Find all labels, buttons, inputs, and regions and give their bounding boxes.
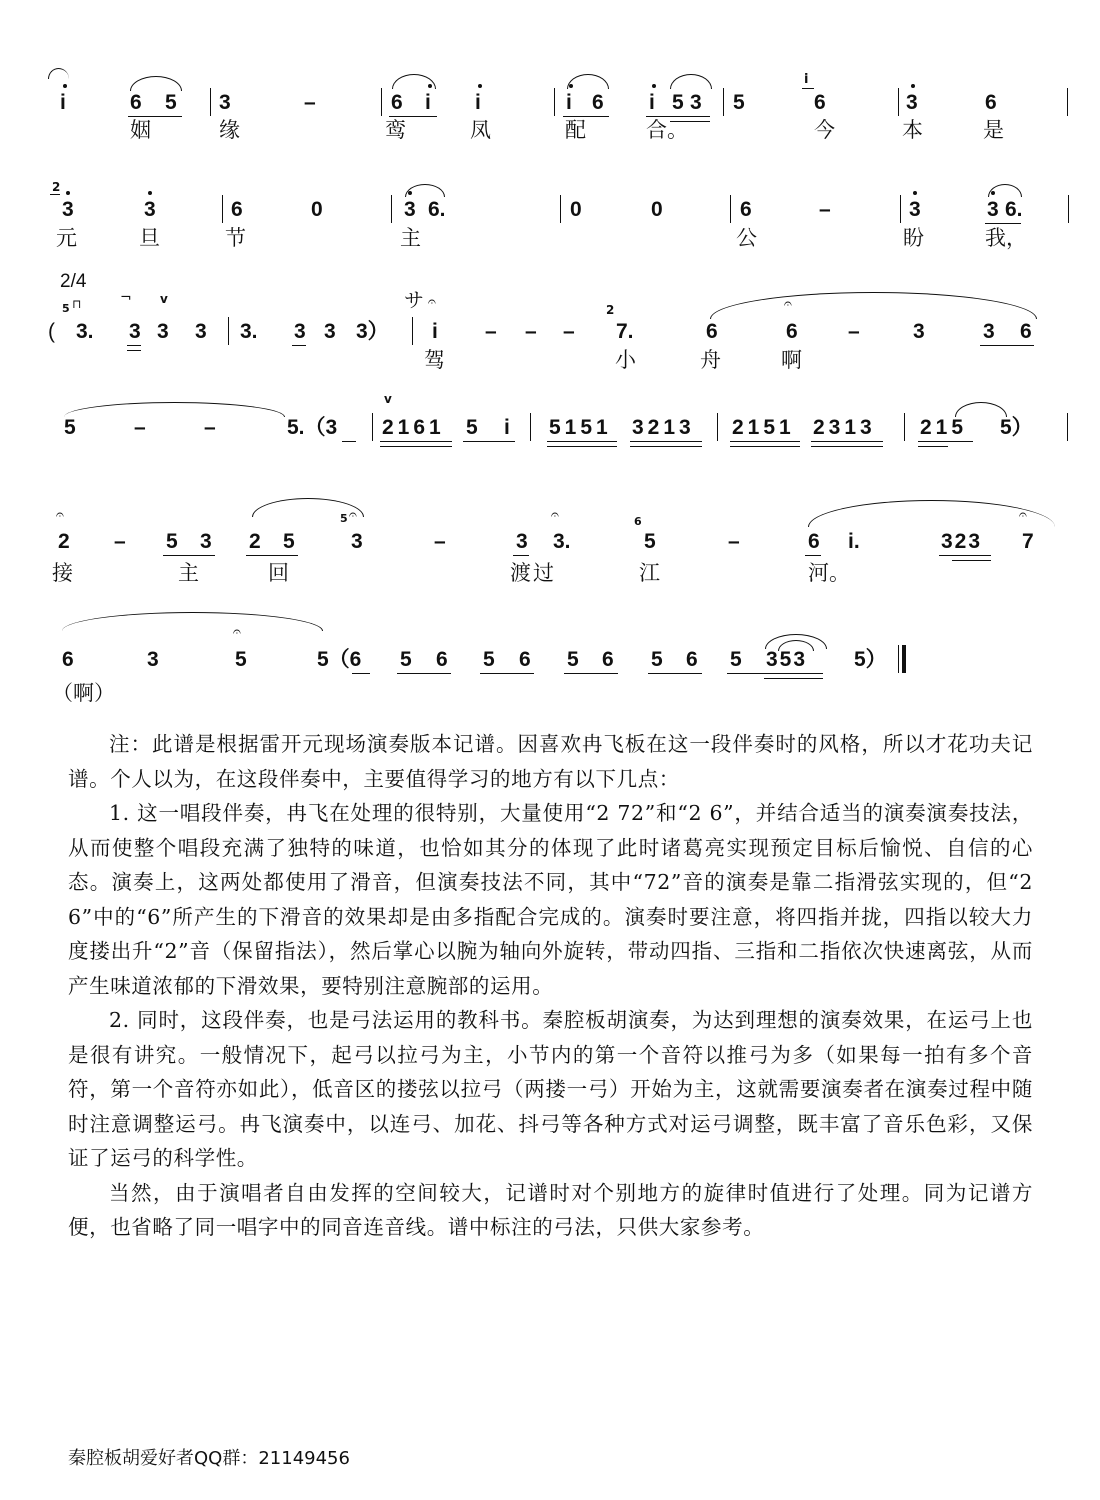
bar-line [560,195,561,223]
lyric: 舟 [700,348,721,372]
lyric: 河。 [808,561,850,585]
grace-note: 5 [340,512,348,525]
paragraph: 2. 同时，这段伴奏，也是弓法运用的教科书。秦腔板胡演奏，为达到理想的演奏效果，在运弓上也是很有讲究。一般情况下，起弓以拉弓为主，小节内的第一个音符以推弓为多（如果每一拍有多个音符，第一个音符亦如此），低音区的搂弦以拉弓（两搂一弓）开始为主，这就需要演奏者在演奏过程中随时注意调整运弓。冉飞演奏中，以连弓、加花、抖弓等各种方式对运弓调整，既丰富了音乐色彩，又保证了运弓的科学性。 [68,1008,1033,1170]
underline [939,555,991,556]
note: 5 [166,530,178,553]
underline [397,673,451,674]
lyric: 本 [902,118,923,142]
note: 3） [356,320,389,343]
note: 3 [983,320,995,343]
underline [727,673,823,674]
underline [463,441,515,442]
note: 3 [913,320,925,343]
note: 3 [195,320,207,343]
underline [389,116,437,117]
underline [952,560,991,561]
note: 6 [592,91,604,114]
note: 3 [906,91,918,114]
grace-line [50,194,60,195]
note: 3 [147,648,159,671]
bar-line [530,413,531,441]
note: – [819,198,831,221]
note: i [425,91,431,114]
lyric: 配 [565,118,586,142]
bar-line [412,317,413,345]
high-dot [913,191,917,195]
underline [646,116,710,117]
time-signature: 2/4 [60,271,87,292]
notes-text [68,727,1033,1245]
note: – [304,91,316,114]
bar-line [1067,88,1068,116]
note: 5 [283,530,295,553]
slur [130,76,182,91]
bar-line [898,88,899,116]
note: 6 [808,530,820,553]
underline [342,441,356,442]
note: 6. [428,198,446,221]
grace-note: i [804,72,809,87]
note: i [566,91,572,114]
lyric: 缘 [219,118,240,142]
note: 5 [651,648,663,671]
note: 5 [644,530,656,553]
note: 5 [483,648,495,671]
fermata: 𝄐 [1019,507,1027,523]
high-dot [408,191,412,195]
underline [163,555,215,556]
note: 3. [240,320,258,343]
bar-line [381,88,382,116]
underline [630,441,702,442]
lyric: 公 [736,226,757,250]
note: 0 [570,198,582,221]
note: 6 [62,648,74,671]
note: 3 [690,91,702,114]
lyric: 旦 [139,226,160,250]
underline [811,446,883,447]
lyric: 啊 [781,348,802,372]
note: 6 [130,91,142,114]
lyric: 江 [639,561,660,585]
high-dot [66,191,70,195]
slur [955,402,1007,417]
note: 3 [144,198,156,221]
note: 6 [985,91,997,114]
note: i [504,416,510,439]
slur [670,74,712,89]
note: 5.（3 [287,416,338,439]
grace-line [802,88,814,89]
note: – [485,320,497,343]
note: 3 [294,320,306,343]
note: 5 [567,648,579,671]
bow-mark-up: v [160,292,168,306]
note: 5 [672,91,684,114]
note: 5 [730,648,742,671]
note: 3 [404,198,416,221]
underline [127,350,141,351]
underline [730,441,800,442]
bar-line [900,195,901,223]
bar-line [730,195,731,223]
underline [918,446,948,447]
tempo-mark: サ [404,288,424,312]
note: 5 [400,648,412,671]
underline [764,678,823,679]
underline [563,116,609,117]
note: 5 [733,91,745,114]
note: 5） [854,648,887,671]
bar-line [1067,413,1068,441]
phrase-slur [64,402,285,417]
lyric: 驾 [424,348,445,372]
note: i [60,91,66,114]
paragraph: 当然，由于演唱者自由发挥的空间较大，记谱时对个别地方的旋律时值进行了处理。同为记谱方便，也省略了同一唱字中的同音连音线。谱中标注的弓法，只供大家参考。 [68,1180,1033,1239]
bar-line [723,88,724,116]
grace-note: 5 [62,302,70,315]
underline [985,223,1021,224]
lyric: 节 [225,226,246,250]
note: 3 [129,320,141,343]
lyric: 回 [268,561,289,585]
high-dot [652,84,656,88]
note: 3. [553,530,571,553]
high-dot [63,84,67,88]
bar-line [554,88,555,116]
note: 6 [786,320,798,343]
underline [918,441,973,442]
note: 6 [519,648,531,671]
underline [480,673,534,674]
bow-mark-up: v [384,392,392,406]
note: 3. [76,320,94,343]
note: i [475,91,481,114]
note: 6 [814,91,826,114]
note: 5 [165,91,177,114]
note: 3 [200,530,212,553]
lyric: 渡过 [510,561,556,585]
lyric: 合。 [646,118,688,142]
lyric: 我， [985,226,1027,250]
lyric: 接 [52,561,73,585]
footer-qq-group: 秦腔板胡爱好者QQ群：21149456 [68,1448,350,1469]
lyric: （啊） [52,681,115,705]
note-group: 2151 [732,416,795,439]
note: – [134,416,146,439]
fermata: 𝄐 [56,507,64,523]
note: 5（6 [317,648,362,671]
note-group: 3213 [632,416,695,439]
note: 6 [686,648,698,671]
lyric: 小 [615,348,636,372]
underline [811,441,883,442]
slur [567,74,609,89]
note: – [434,530,446,553]
note: – [848,320,860,343]
fermata: 𝄐 [551,507,559,523]
bow-mark-down: ⊓ [72,297,82,311]
note: – [728,530,740,553]
underline [246,555,298,556]
high-dot [569,84,573,88]
lyric: 元 [56,226,77,250]
paragraph: 注：此谱是根据雷开元现场演奏版本记谱。因喜欢冉飞板在这一段伴奏时的风格，所以才花功夫记谱。个人以为，在这段伴奏中，主要值得学习的地方有以下几点： [68,732,1033,791]
note-group: 353 [766,648,808,671]
bar-line [391,195,392,223]
note: 3 [219,91,231,114]
bar-line [1068,195,1069,223]
bar-line [222,195,223,223]
note-group: 2161 [382,416,445,439]
bar-line [210,88,211,116]
note: 6 [436,648,448,671]
note: 6. [1005,198,1023,221]
underline [292,345,306,346]
underline [513,555,529,556]
note: 5） [1000,416,1033,439]
note: 3 [351,530,363,553]
grace-note: 2 [606,303,615,317]
lyric: 是 [983,118,1004,142]
note: 6 [740,198,752,221]
high-dot [148,191,152,195]
note: 0 [651,198,663,221]
phrase-slur [710,292,1037,319]
note: – [204,416,216,439]
note: 6 [1020,320,1032,343]
note-group: 215 [920,416,968,439]
lyric: 凤 [470,118,491,142]
bar-line [717,413,718,441]
note: 6 [391,91,403,114]
paragraph: 1. 这一唱段伴奏，冉飞在处理的很特别，大量使用“2 72”和“2 6”，并结合适当的演奏演奏技法，从而使整个唱段充满了独特的味道，也恰如其分的体现了此时诸葛亮实现预定目标后愉悦、自信的心态。演奏上，这两处都使用了滑音，但演奏技法不同，其中“72”音的演奏是靠二指滑弦实现的，但“2 6”中的“6”所产生的下滑音的效果却是由多指配合完成的。演奏时要注意，将四指并拢，四指以较大力度搂出升“2”音（保留指法），然后掌心以腕为轴向外旋转，带动四指、三指和二指依次快速离弦，从而产生味道浓郁的下滑效果，要特别注意腕部的运用。 [68,801,1033,998]
bar-line [372,413,373,441]
note-group: 2313 [813,416,876,439]
lyric: 主 [400,226,421,250]
tie-mark [48,68,69,79]
grace-note: 6 [634,515,642,528]
note: 3 [157,320,169,343]
underline [128,116,182,117]
lyric: 盼 [903,226,924,250]
final-bar-thin [898,645,899,673]
grace-note: 2 [52,180,61,194]
high-dot [991,191,995,195]
lyric: 今 [814,118,835,142]
bracket: ( [48,320,55,343]
note: i [432,320,438,343]
final-bar-thick [902,645,906,673]
underline [648,673,702,674]
underline [564,673,618,674]
underline [547,446,617,447]
note: i. [848,530,860,553]
underline [980,345,1034,346]
underline [380,446,452,447]
bar-line [904,413,905,441]
lyric: 姻 [130,118,151,142]
underline [380,441,452,442]
fermata: 𝄐 [349,507,357,523]
bar-line [228,317,229,345]
underline [547,441,617,442]
note: – [525,320,537,343]
underline [352,673,370,674]
fermata: 𝄐 [784,296,792,312]
lyric: 鸾 [385,118,406,142]
phrase-slur [808,500,1055,527]
phrase-slur [62,612,323,631]
high-dot [478,84,482,88]
note: 6 [602,648,614,671]
note: 0 [311,198,323,221]
underline [630,446,702,447]
note: 6 [231,198,243,221]
note: 2 [58,530,70,553]
underline [127,345,141,346]
fermata: 𝄐 [428,294,436,310]
underline [805,555,821,556]
note: – [114,530,126,553]
lyric: 主 [178,561,199,585]
note: 6 [706,320,718,343]
note: 7. [616,320,634,343]
fermata: 𝄐 [233,624,241,640]
note: 3 [909,198,921,221]
bow-mark: ¬ [120,290,132,306]
note-group: 5151 [549,416,612,439]
note: 3 [987,198,999,221]
note: i [649,91,655,114]
note: 7 [1022,530,1034,553]
note-group: 323 [941,530,983,553]
note: – [563,320,575,343]
note: 3 [516,530,528,553]
note: 3 [62,198,74,221]
high-dot [428,84,432,88]
underline [730,446,800,447]
high-dot [911,84,915,88]
note: 5 [235,648,247,671]
note: 5 [466,416,478,439]
note: 3 [324,320,336,343]
note: 5 [64,416,76,439]
note: 2 [249,530,261,553]
